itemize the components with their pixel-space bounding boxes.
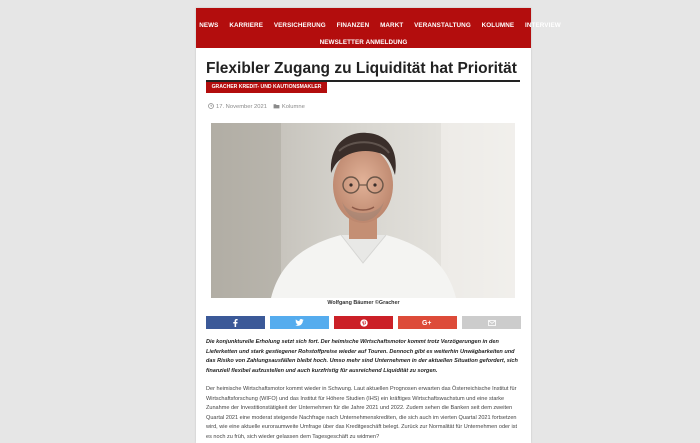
clock-icon xyxy=(208,103,214,111)
nav-row-primary xyxy=(196,14,561,32)
main-navigation xyxy=(196,8,561,48)
nav-item-versicherung[interactable]: VERSICHERUNG xyxy=(273,22,326,29)
nav-item-finanzen[interactable]: FINANZEN xyxy=(336,22,370,29)
nav-item-markt[interactable]: MARKT xyxy=(380,22,404,29)
article-date: 17. November 2021 xyxy=(216,104,267,110)
svg-text:G+: G+ xyxy=(422,319,432,327)
share-google-plus-button[interactable] xyxy=(398,316,457,329)
article-page xyxy=(196,8,561,443)
pinterest-icon xyxy=(360,319,368,327)
folder-icon xyxy=(273,103,280,111)
twitter-icon xyxy=(295,319,304,326)
article-meta xyxy=(208,103,305,111)
category-badge[interactable]: GRACHER KREDIT- UND KAUTIONSMAKLER xyxy=(206,82,327,93)
nav-row-secondary xyxy=(196,31,531,49)
share-pinterest-button[interactable] xyxy=(334,316,393,329)
share-facebook-button[interactable] xyxy=(206,316,265,329)
nav-item-interview[interactable]: INTERVIEW xyxy=(525,22,561,29)
nav-item-veranstaltung[interactable]: VERANSTALTUNG xyxy=(414,22,471,29)
nav-item-kolumne[interactable]: KOLUMNE xyxy=(481,22,515,29)
email-icon xyxy=(488,320,496,326)
nav-item-newsletter[interactable]: NEWSLETTER ANMELDUNG xyxy=(319,39,408,46)
nav-item-news[interactable]: NEWS xyxy=(199,22,219,29)
google-plus-icon xyxy=(422,319,433,326)
article-title: Flexibler Zugang zu Liquidität hat Priorität xyxy=(206,60,517,77)
share-twitter-button[interactable] xyxy=(270,316,329,329)
article-body: Der heimische Wirtschaftsmotor kommt wieder in Schwung. Laut aktuellen Prognosen erwarten das Österreichische Institut für Wirtschaftsforschung (WIFO) und das Institut für Höhere Studien (IHS) ein kräftiges Wirtschaftswachstum und eine starke Zunahme der Investitionstätigkeit der Unternehmen für die Jahre 2021 und 2022. Zudem sehen die Banken seit dem zweiten Quartal 2021 eine moderat steigende Nachfrage nach Unternehmenskrediten, die sich auch im vierten Quartal 2021 fortsetzen wird, wie eine aktuelle euroraumweite Umfrage über das Kreditgeschäft belegt. Zurück zur Normalität für Unternehmen oder ist es noch zu früh, sich wieder gelassen dem Tagesgeschäft zu widmen? xyxy=(206,386,518,440)
share-bar xyxy=(206,316,520,329)
photo-caption: Wolfgang Bäumer ©Gracher xyxy=(327,300,400,306)
article-lead: Die konjunkturelle Erholung setzt sich fort. Der heimische Wirtschaftsmotor kommt trotz Verzögerungen in den Lieferketten und stark gestiegener Rohstoffpreise wieder auf Touren. Dennoch gibt es weiterhin Unwägbarkeiten und das Risiko von Zahlungsausfällen bleibt hoch. Umso mehr sind Unternehmen in der aktuellen Situation gefordert, sich finanziell flexibel aufzustellen und auch kurzfristig für ausreichend Liquidität zu sorgen. xyxy=(206,339,518,374)
facebook-icon xyxy=(233,319,238,327)
share-email-button[interactable] xyxy=(462,316,521,329)
article-section-link[interactable]: Kolumne xyxy=(281,104,305,110)
article-photo xyxy=(211,123,515,298)
nav-item-karriere[interactable]: KARRIERE xyxy=(229,22,263,29)
